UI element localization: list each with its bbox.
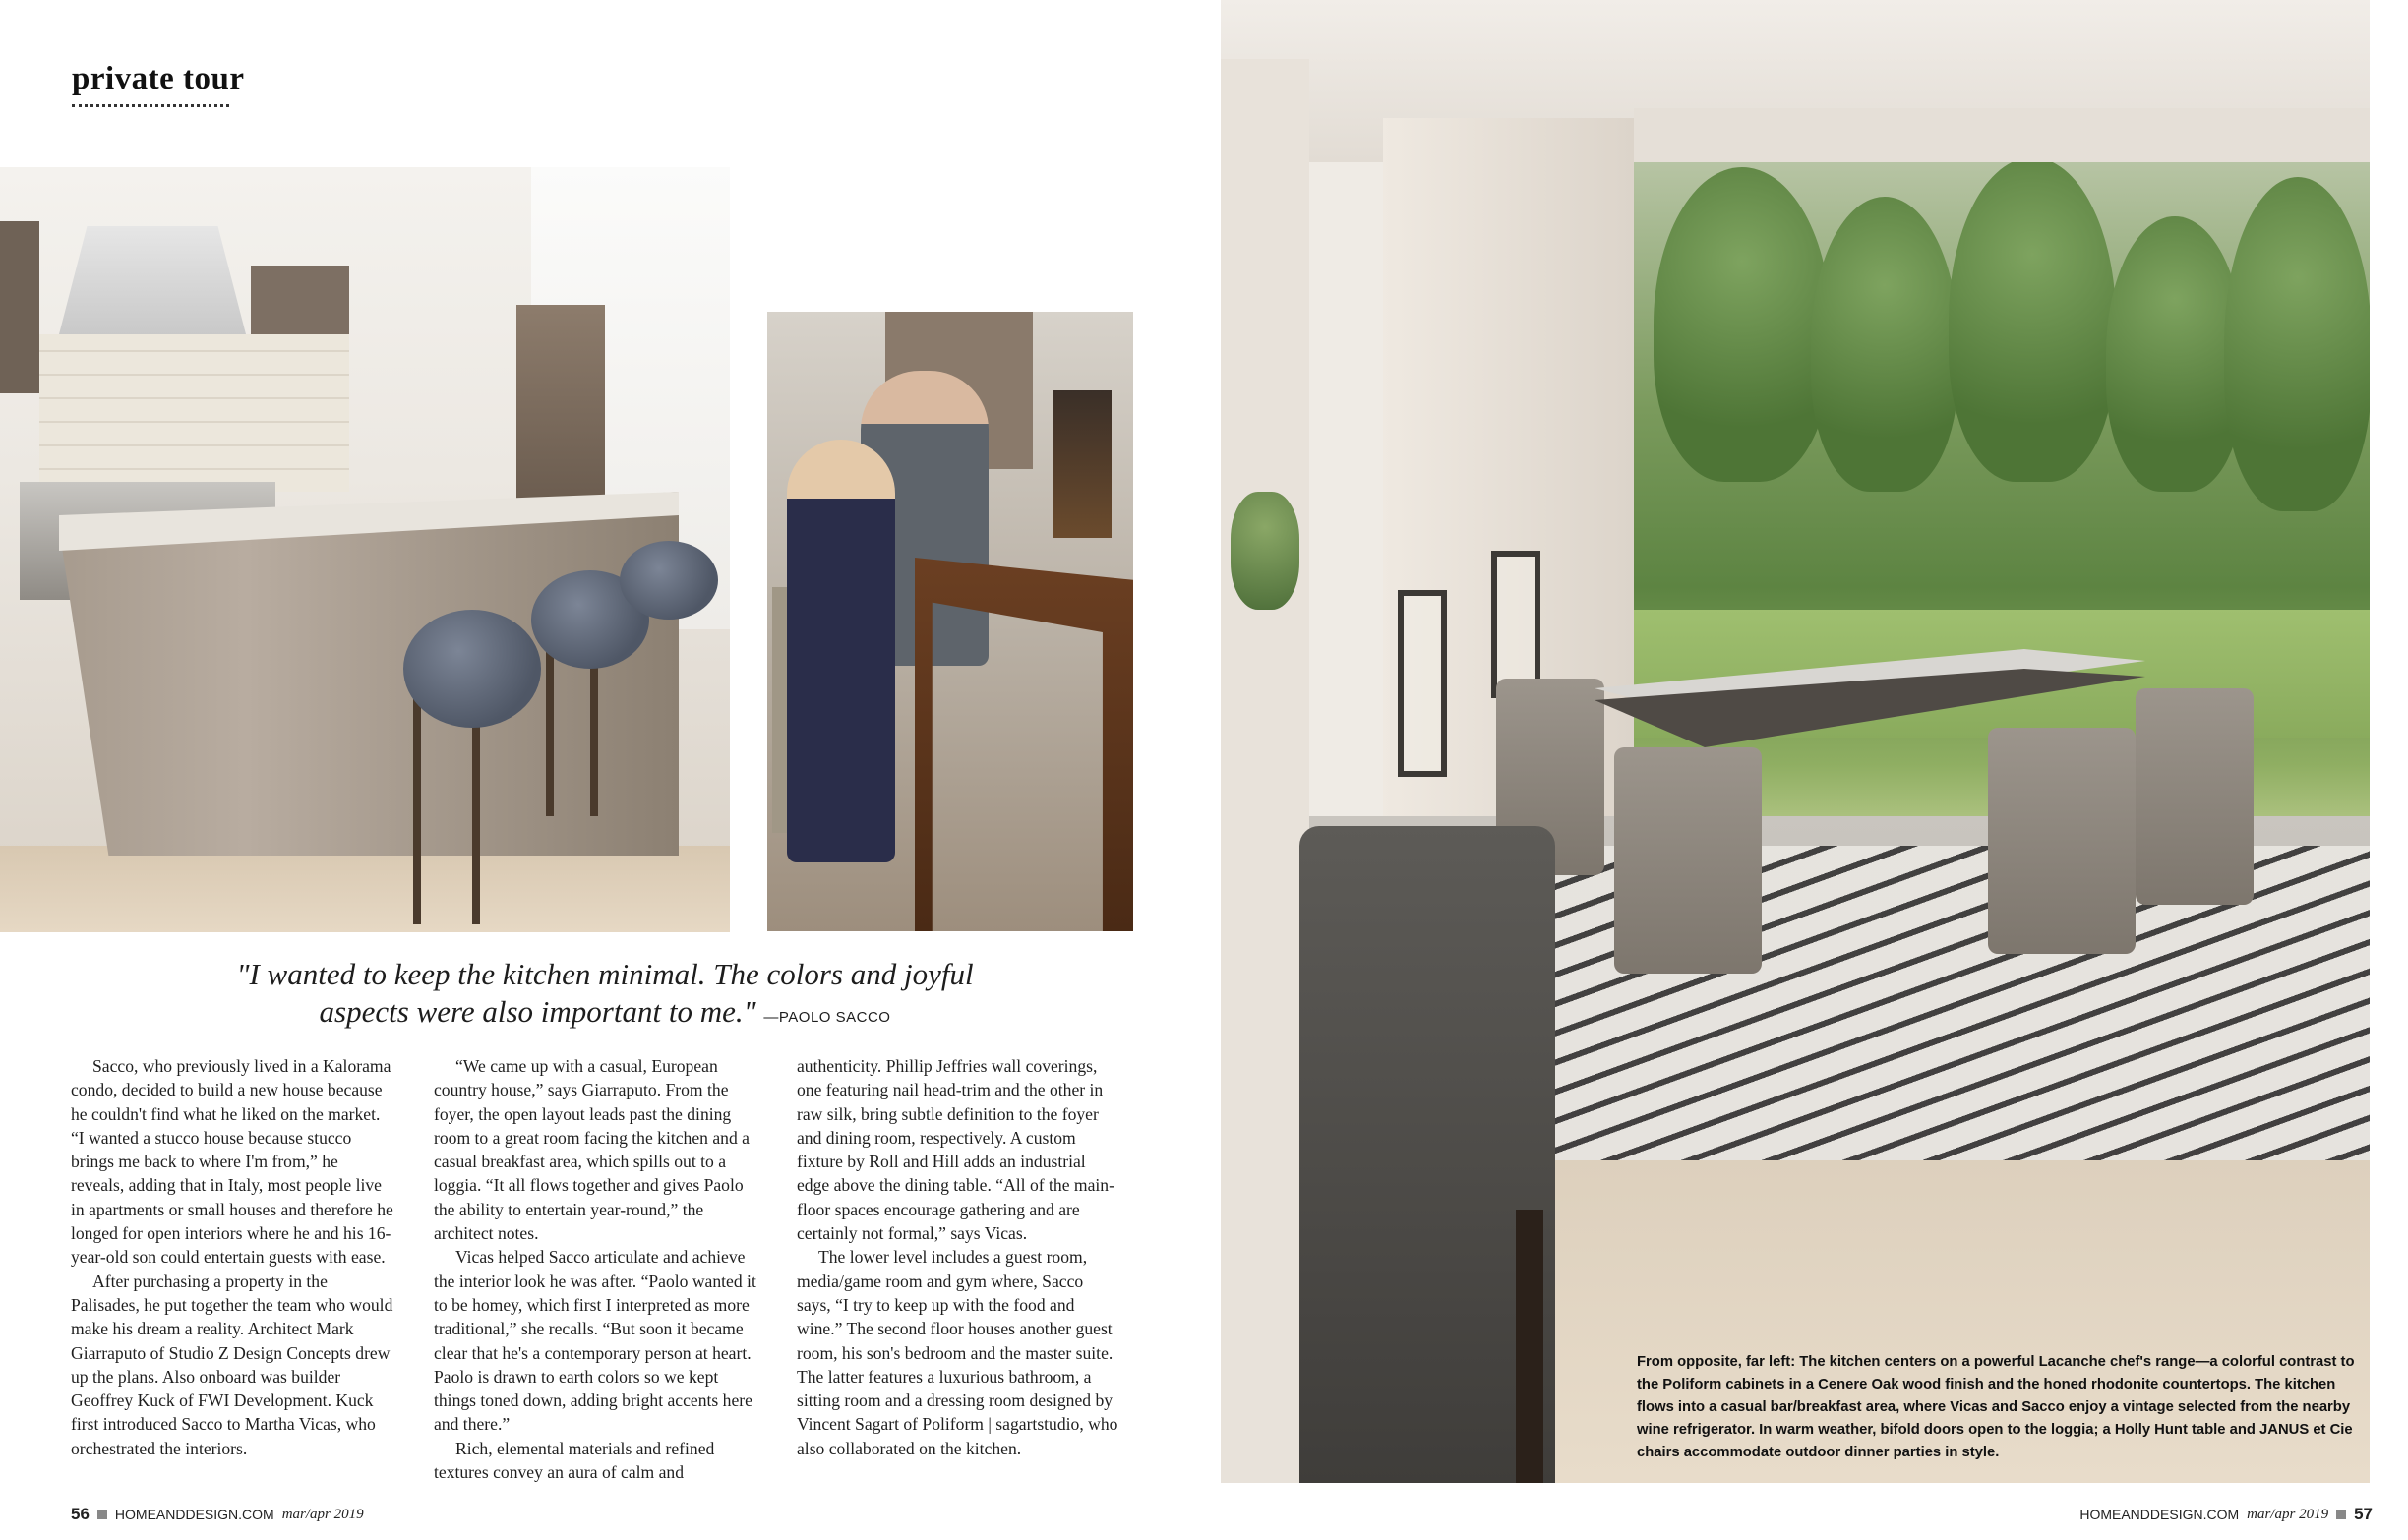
photo-caption: From opposite, far left: The kitchen centers on a powerful Lacanche chef's range—a colorful contrast to the Poliform cabinets in a Cenere Oak wood finish and the honed rhodonite countertops. The kitchen flows into a casual bar/breakfast area, where Vicas and Sacco enjoy a vintage selected from the nearby wine refrigerator. In warm weather, bifold doors open to the loggia; a Holly Hunt table and JANUS et Cie chairs accommodate outdoor dinner parties in style.: [1637, 1354, 2355, 1460]
paragraph: Sacco, who previously lived in a Kalorama condo, decided to build a new house because he couldn't find what he liked on the market. “I wanted a stucco house because stucco brings me back to where I'm from,” he reveals, adding that in Italy, most people live in apartments or small houses and therefore he longed for open interiors where he and his 16-year-old son could entertain guests with ease.: [71, 1056, 393, 1268]
page-number: 56: [71, 1505, 90, 1523]
square-bullet-icon: [97, 1510, 107, 1519]
issue-date: mar/apr 2019: [281, 1506, 364, 1522]
folio-right: [2079, 1505, 2373, 1524]
site-name: HOMEANDDESIGN.COM: [2079, 1507, 2240, 1522]
pull-quote-attribution: —PAOLO SACCO: [763, 1009, 891, 1026]
paragraph: “We came up with a casual, European country house,” says Giarraputo. From the foyer, the open layout leads past the dining room to a great room facing the kitchen and a casual breakfast area, which spills out to a loggia. “It all flows together and gives Paolo the ability to entertain year-round,” the architect notes.: [434, 1056, 750, 1244]
section-label: private tour: [72, 61, 245, 96]
paragraph: After purchasing a property in the Palisades, he put together the team who would make his dream a reality. Architect Mark Giarraputo of Studio Z Design Concepts drew up the plans. Also onboard was builder Geoffrey Kuck of FWI Development. Kuck first introduced Sacco to Martha Vicas, who orchestrated the interiors.: [71, 1271, 393, 1458]
section-dotted-rule: [72, 104, 229, 107]
paragraph: Vicas helped Sacco articulate and achieve the interior look he was after. “Paolo wanted it to be homey, which first I interpreted as more traditional,” she recalls. “But soon it became clear that he's a contemporary person at heart. Paolo is drawn to earth colors so we kept things toned down, adding bright accents here and there.”: [434, 1247, 756, 1435]
paragraph: The lower level includes a guest room, media/game room and gym where, Sacco says, “I try to keep up with the food and wine.” The second floor houses another guest room, his son's bedroom and the master suite. The latter features a luxurious bathroom, a sitting room and a dressing room designed by Vincent Sagart of Poliform | sagartstudio, who also collaborated on the kitchen.: [797, 1247, 1118, 1458]
page-number: 57: [2354, 1505, 2373, 1523]
owners-portrait-photo: [767, 312, 1133, 931]
site-name: HOMEANDDESIGN.COM: [114, 1507, 274, 1522]
issue-date: mar/apr 2019: [2247, 1506, 2329, 1522]
loggia-dining-photo: [1221, 0, 2370, 1483]
square-bullet-icon: [2336, 1510, 2346, 1519]
body-column-2: [434, 1054, 756, 1484]
body-column-3: [797, 1054, 1119, 1460]
pull-quote-text: "I wanted to keep the kitchen minimal. The colors and joyful aspects were also important to me.": [236, 957, 974, 1029]
paragraph: Rich, elemental materials and refined textures convey an aura of calm and: [434, 1438, 715, 1483]
body-column-1: [71, 1054, 393, 1460]
kitchen-photo: [0, 167, 730, 932]
pull-quote: [197, 956, 1013, 1037]
folio-left: [71, 1505, 364, 1524]
paragraph: authenticity. Phillip Jeffries wall coverings, one featuring nail head-trim and the other in raw silk, bring subtle definition to the foyer and dining room, respectively. A custom fixture by Roll and Hill adds an industrial edge above the dining table. “All of the main-floor spaces encourage gathering and are certainly not formal,” says Vicas.: [797, 1056, 1114, 1244]
